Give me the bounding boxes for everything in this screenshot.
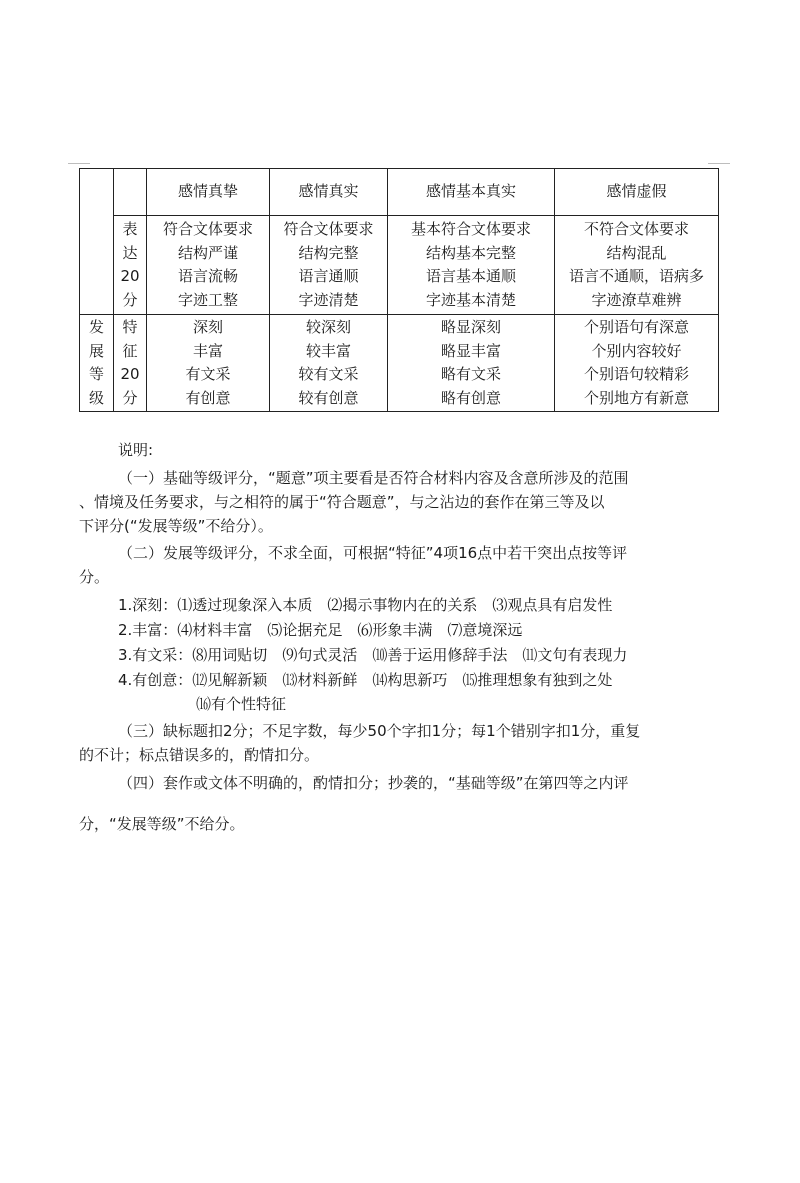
expression-label: 表 达 20 分 (114, 216, 147, 315)
header-cell: 感情虚假 (555, 169, 719, 216)
table-cell: 符合文体要求 结构完整 语言通顺 字迹清楚 (270, 216, 388, 315)
header-cell: 感情基本真实 (388, 169, 555, 216)
margin-corner-mark-right (708, 163, 730, 164)
notes-line: （二）发展等级评分，不求全面，可根据“特征”4项16点中若干突出点按等评 (118, 544, 628, 562)
notes-line: （四）套作或文体不明确的，酌情扣分；抄袭的，“基础等级”在第四等之内评 (118, 774, 629, 792)
table-cell: 个别语句有深意 个别内容较好 个别语句较精彩 个别地方有新意 (555, 315, 719, 412)
header-blank-group (80, 169, 114, 315)
table-cell: 基本符合文体要求 结构基本完整 语言基本通顺 字迹基本清楚 (388, 216, 555, 315)
table-cell: 深刻 丰富 有文采 有创意 (147, 315, 270, 412)
table-cell: 不符合文体要求 结构混乱 语言不通顺，语病多 字迹潦草难辨 (555, 216, 719, 315)
header-cell: 感情真实 (270, 169, 388, 216)
header-blank-label (114, 169, 147, 216)
notes-line: 分，“发展等级”不给分。 (79, 815, 245, 833)
notes-line: 2.丰富：⑷材料丰富 ⑸论据充足 ⑹形象丰满 ⑺意境深远 (118, 621, 523, 639)
table-cell: 符合文体要求 结构严谨 语言流畅 字迹工整 (147, 216, 270, 315)
expression-row (80, 216, 719, 315)
table-cell: 较深刻 较丰富 较有文采 较有创意 (270, 315, 388, 412)
notes-line: 分。 (79, 568, 110, 586)
development-label: 特 征 20 分 (114, 315, 147, 412)
notes-line: 、情境及任务要求，与之相符的属于“符合题意”，与之沾边的套作在第三等及以 (79, 493, 605, 511)
table-header-row (80, 169, 719, 216)
development-group-label: 发 展 等 级 (80, 315, 114, 412)
notes-title: 说明: (118, 441, 154, 459)
notes-line: 下评分(“发展等级”不给分）。 (79, 517, 273, 535)
margin-corner-mark-left (68, 163, 90, 164)
development-row (80, 315, 719, 412)
notes-line: 的不计；标点错误多的，酌情扣分。 (79, 746, 320, 764)
notes-line: 1.深刻：⑴透过现象深入本质 ⑵揭示事物内在的关系 ⑶观点具有启发性 (118, 596, 613, 614)
notes-line: （一）基础等级评分，“题意”项主要看是否符合材料内容及含意所涉及的范围 (118, 469, 629, 487)
notes-line: （三）缺标题扣2分；不足字数，每少50个字扣1分；每1个错别字扣1分，重复 (118, 722, 641, 740)
grading-table (79, 168, 719, 412)
table-cell: 略显深刻 略显丰富 略有文采 略有创意 (388, 315, 555, 412)
header-cell: 感情真挚 (147, 169, 270, 216)
notes-line: 4.有创意：⑿见解新颖 ⒀材料新鲜 ⒁构思新巧 ⒂推理想象有独到之处 (118, 671, 613, 689)
notes-line: 3.有文采：⑻用词贴切 ⑼句式灵活 ⑽善于运用修辞手法 ⑾文句有表现力 (118, 646, 628, 664)
notes-line: ⒃有个性特征 (196, 695, 287, 713)
